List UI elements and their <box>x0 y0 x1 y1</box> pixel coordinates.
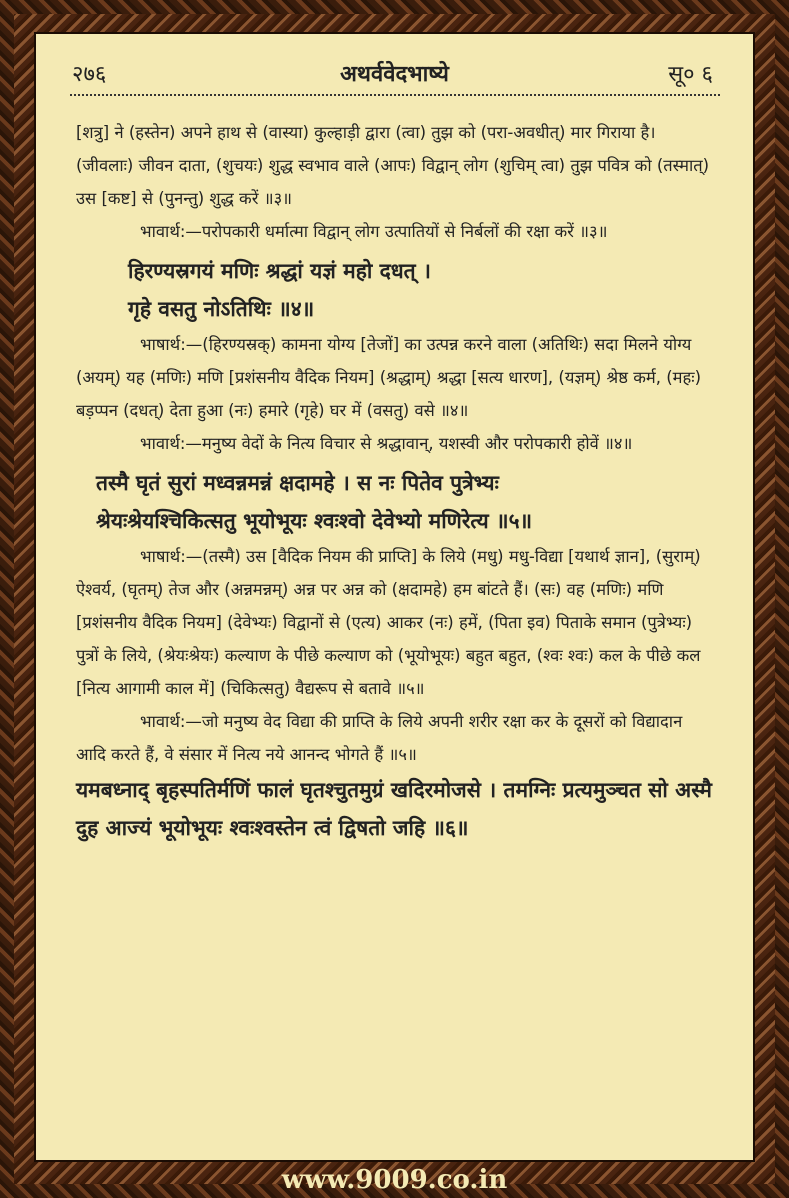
page-header <box>36 46 753 86</box>
bhavartha-3: भावार्थ:—परोपकारी धर्मात्मा विद्वान् लोग उत्पातियों से निर्बलों की रक्षा करें ॥३॥ <box>140 222 608 241</box>
book-page <box>34 32 755 1162</box>
bhasharth-4: भाषार्थ:—(हिरण्यस्रक्) कामना योग्य [तेजों] का उत्पन्न करने वाला (अतिथिः) सदा मिलने योग्य (अयम्) यह (मणिः) मणि [प्रशंसनीय वैदिक नियम] (श्रद्धाम्) श्रद्धा [सत्य धारण], (यज्ञम्) श्रेष्ठ कर्म, (महः) बड़प्पन (दधत्) देता हुआ (नः) हमारे (गृहे) घर में (वसतु) वसे ॥४॥ <box>76 335 702 420</box>
book-title: अथर्ववेदभाष्ये <box>340 62 449 87</box>
mantra-4-line-2: गृहे वसतु नोऽतिथिः ॥४॥ <box>128 297 315 321</box>
mantra-4-line-1: हिरण्यस्रगयं मणिः श्रद्धां यज्ञं महो दधत् । <box>128 259 431 283</box>
website-watermark: www.9009.co.in <box>281 1165 508 1195</box>
bhasharth-5: भाषार्थ:—(तस्मै) उस [वैदिक नियम की प्राप्ति] के लिये (मधु) मधु-विद्या [यथार्थ ज्ञान], (सुराम्) ऐश्वर्य, (घृतम्) तेज और (अन्नमन्नम्) अन्न पर अन्न को (क्षदामहे) हम बांटते हैं। (सः) वह (मणिः) मणि [प्रशंसनीय वैदिक नियम] (देवेभ्यः) विद्वानों से (एत्य) आकर (नः) हमें, (पिता इव) पिताके समान (पुत्रेभ्यः) पुत्रों के लिये, (श्रेयःश्रेयः) कल्याण के पीछे कल्याण को (भूयोभूयः) बहुत बहुत, (श्वः श्वः) कल के पीछे कल [नित्य आगामी काल में] (चिकित्सतु) वैद्यरूप से बतावे ॥५॥ <box>76 547 701 698</box>
mantra-5-line-1: तस्मै घृतं सुरां मध्वन्नमन्नं क्षदामहे । स नः पितेव पुत्रेभ्यः <box>96 471 499 495</box>
mantra-5-line-2: श्रेयःश्रेयश्चिकित्सतु भूयोभूयः श्वःश्वो देवेभ्यो मणिरेत्य ॥५॥ <box>96 509 533 533</box>
bhavartha-4: भावार्थ:—मनुष्य वेदों के नित्य विचार से श्रद्धावान्, यशस्वी और परोपकारी होवें ॥४॥ <box>140 434 633 453</box>
paragraph-meaning-3: [शत्रु] ने (हस्तेन) अपने हाथ से (वास्या) कुल्हाड़ी द्वारा (त्वा) तुझ को (परा-अवधीत्) मार गिराया है। (जीवलाः) जीवन दाता, (शुचयः) शुद्ध स्वभाव वाले (आपः) विद्वान् लोग (शुचिम् त्वा) तुझ पवित्र को (तस्मात्) उस [कष्ट] से (पुनन्तु) शुद्ध करें ॥३॥ <box>76 123 710 208</box>
page-number: २७६ <box>72 62 107 87</box>
bhavartha-5: भावार्थ:—जो मनुष्य वेद विद्या की प्राप्ति के लिये अपनी शरीर रक्षा कर के दूसरों को विद्यादान आदि करते हैं, वे संसार में नित्य नये आनन्द भोगते हैं ॥५॥ <box>76 712 683 764</box>
mantra-6: यमबध्नाद् बृहस्पतिर्मणिं फालं घृतश्चुतमुग्रं खदिरमोजसे । तमग्निः प्रत्यमुञ्चत सो अस्मै दुह आज्यं भूयोभूयः श्वःश्वस्तेन त्वं द्विषतो जहि ॥६॥ <box>76 778 712 840</box>
page-body <box>76 116 716 847</box>
sukta-number: सू० ६ <box>668 62 713 87</box>
header-divider <box>70 94 720 96</box>
